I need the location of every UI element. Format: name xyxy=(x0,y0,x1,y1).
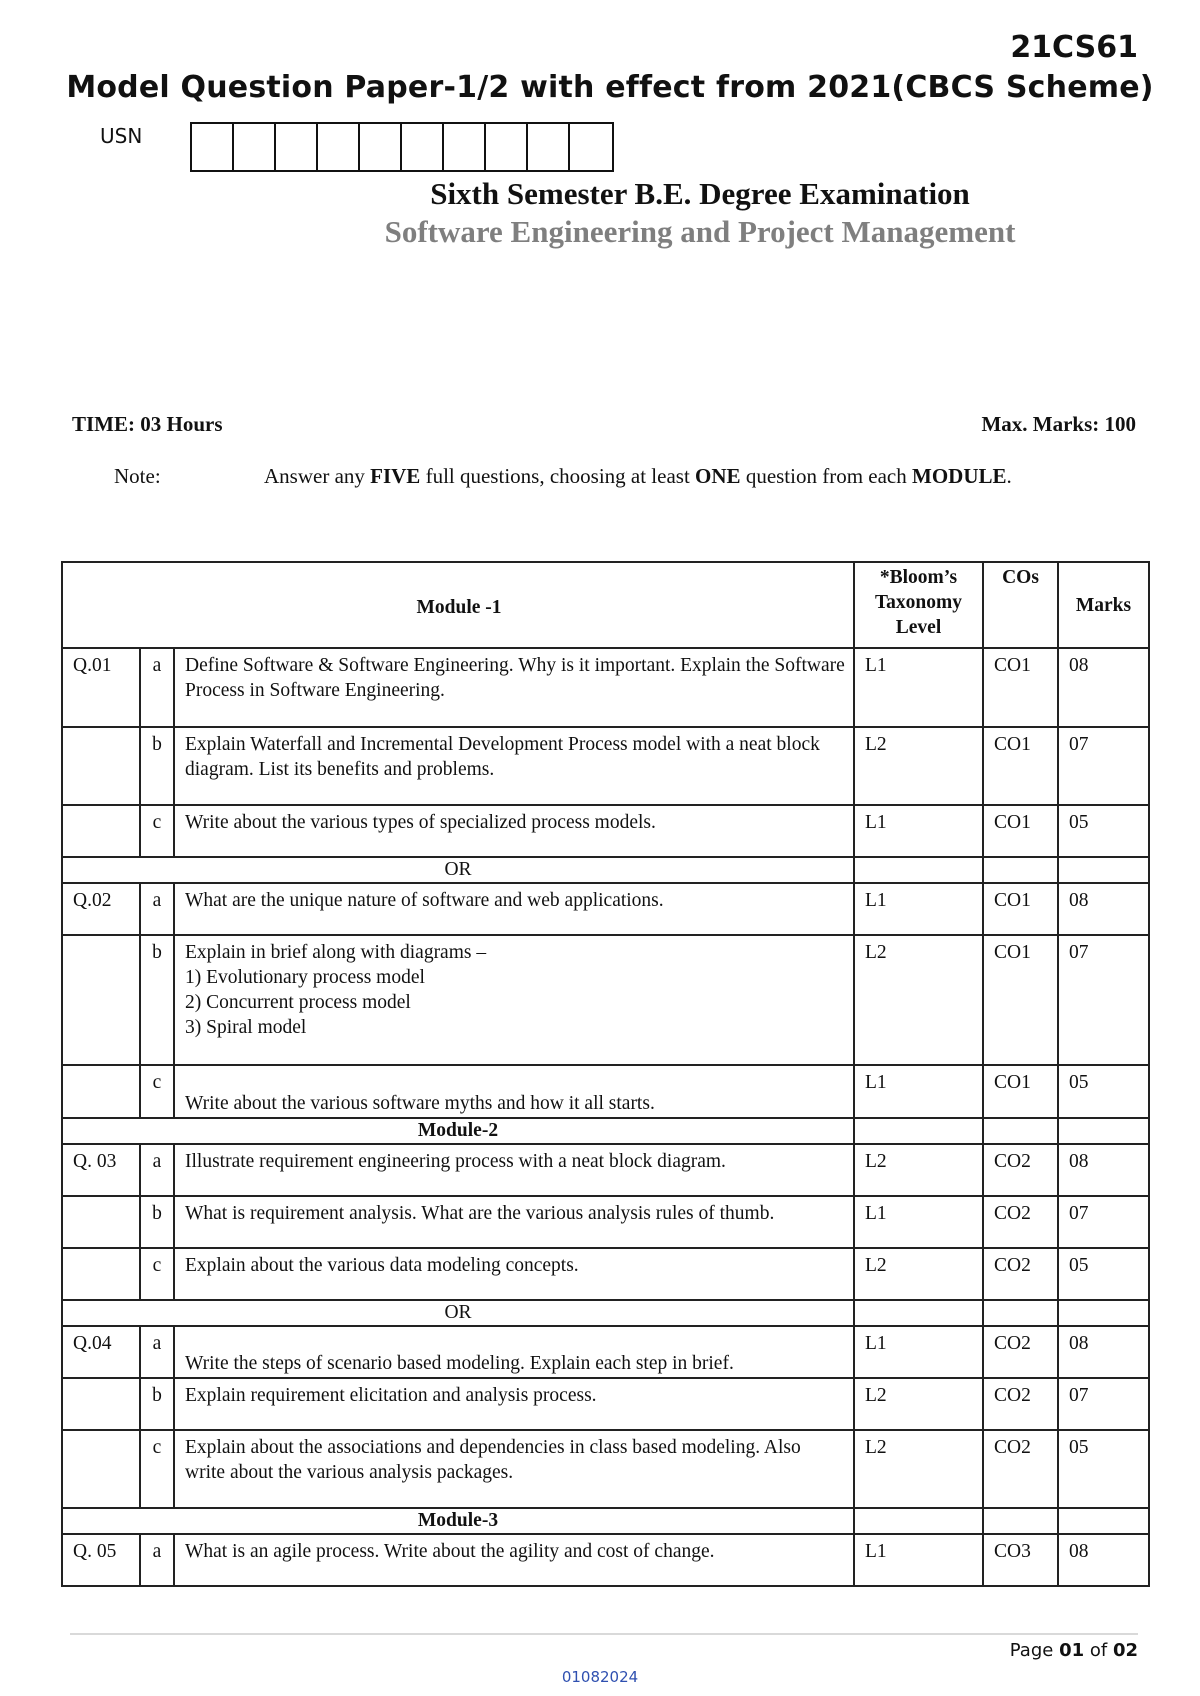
table-row xyxy=(62,1248,1149,1300)
course-outcome: CO1 xyxy=(983,805,1058,857)
question-number: Q.04 xyxy=(62,1326,140,1378)
usn-boxes xyxy=(190,122,614,172)
question-number xyxy=(62,1378,140,1430)
or-label: OR xyxy=(62,857,854,883)
marks-header: Marks xyxy=(1058,562,1149,648)
bloom-level: L2 xyxy=(854,1378,983,1430)
question-text: What is requirement analysis. What are the various analysis rules of thumb. xyxy=(174,1196,854,1248)
bloom-level: L1 xyxy=(854,1196,983,1248)
page-number: Page 01 of 02 xyxy=(1009,1640,1138,1661)
question-part: c xyxy=(140,1430,174,1508)
usn-box xyxy=(486,124,528,170)
question-text: Write about the various software myths and how it all starts. xyxy=(174,1065,854,1118)
or-row xyxy=(62,1300,1149,1326)
question-number xyxy=(62,1430,140,1508)
usn-box xyxy=(234,124,276,170)
bloom-level: L2 xyxy=(854,1248,983,1300)
question-marks: 07 xyxy=(1058,935,1149,1065)
bloom-level: L1 xyxy=(854,648,983,727)
table-row xyxy=(62,1378,1149,1430)
bloom-level: L1 xyxy=(854,805,983,857)
course-outcome: CO3 xyxy=(983,1534,1058,1586)
footer-code: 01082024 xyxy=(561,1668,639,1686)
course-outcome: CO2 xyxy=(983,1144,1058,1196)
question-text: What are the unique nature of software and web applications. xyxy=(174,883,854,935)
table-row xyxy=(62,935,1149,1065)
question-table xyxy=(61,561,1150,1587)
table-row xyxy=(62,883,1149,935)
question-number xyxy=(62,935,140,1065)
course-outcome: CO1 xyxy=(983,935,1058,1065)
bloom-level: L2 xyxy=(854,727,983,805)
question-line: 3) Spiral model xyxy=(185,1017,307,1038)
question-text: Write the steps of scenario based modeling. Explain each step in brief. xyxy=(174,1326,854,1378)
bloom-level: L2 xyxy=(854,935,983,1065)
question-line: 1) Evolutionary process model xyxy=(185,967,425,988)
question-marks: 08 xyxy=(1058,1144,1149,1196)
question-number xyxy=(62,1065,140,1118)
question-part: c xyxy=(140,1065,174,1118)
bloom-level: L1 xyxy=(854,1326,983,1378)
question-marks: 07 xyxy=(1058,1378,1149,1430)
table-row xyxy=(62,1326,1149,1378)
module-1-heading: Module -1 xyxy=(62,562,854,648)
question-marks: 05 xyxy=(1058,1065,1149,1118)
course-outcome: CO2 xyxy=(983,1430,1058,1508)
subject-heading: Software Engineering and Project Management xyxy=(384,214,1016,249)
table-row xyxy=(62,1534,1149,1586)
cos-header: COs xyxy=(983,562,1058,648)
question-number: Q.01 xyxy=(62,648,140,727)
course-outcome: CO2 xyxy=(983,1378,1058,1430)
question-part: a xyxy=(140,1144,174,1196)
bloom-level: L1 xyxy=(854,1065,983,1118)
usn-box xyxy=(444,124,486,170)
question-part: c xyxy=(140,1248,174,1300)
usn-box xyxy=(528,124,570,170)
module-row xyxy=(62,1508,1149,1534)
module-3-heading: Module-3 xyxy=(62,1508,854,1534)
module-2-heading: Module-2 xyxy=(62,1118,854,1144)
course-outcome: CO1 xyxy=(983,727,1058,805)
bloom-level: L2 xyxy=(854,1144,983,1196)
usn-box xyxy=(192,124,234,170)
question-text: Explain Waterfall and Incremental Development Process model with a neat block diagram. List its benefits and problems. xyxy=(174,727,854,805)
footer-divider xyxy=(70,1633,1138,1635)
question-marks: 08 xyxy=(1058,1326,1149,1378)
usn-box xyxy=(570,124,612,170)
question-part: a xyxy=(140,1326,174,1378)
table-row xyxy=(62,1144,1149,1196)
question-marks: 05 xyxy=(1058,1430,1149,1508)
course-outcome: CO1 xyxy=(983,883,1058,935)
question-line: Explain in brief along with diagrams – xyxy=(185,942,487,963)
question-number xyxy=(62,805,140,857)
question-marks: 07 xyxy=(1058,1196,1149,1248)
question-part: b xyxy=(140,935,174,1065)
question-marks: 08 xyxy=(1058,1534,1149,1586)
bloom-level-header: *Bloom’s Taxonomy Level xyxy=(854,562,983,648)
question-text: What is an agile process. Write about the agility and cost of change. xyxy=(174,1534,854,1586)
question-part: b xyxy=(140,727,174,805)
usn-box xyxy=(360,124,402,170)
usn-box xyxy=(318,124,360,170)
table-row xyxy=(62,805,1149,857)
question-text xyxy=(174,935,854,1065)
question-text: Illustrate requirement engineering process with a neat block diagram. xyxy=(174,1144,854,1196)
semester-heading: Sixth Semester B.E. Degree Examination xyxy=(430,176,970,211)
question-marks: 08 xyxy=(1058,883,1149,935)
question-text: Write about the various types of specialized process models. xyxy=(174,805,854,857)
table-row xyxy=(62,1430,1149,1508)
usn-box xyxy=(402,124,444,170)
question-number: Q.02 xyxy=(62,883,140,935)
question-part: b xyxy=(140,1378,174,1430)
question-part: a xyxy=(140,648,174,727)
table-header-row xyxy=(62,562,1149,648)
question-number xyxy=(62,1248,140,1300)
exam-time: TIME: 03 Hours xyxy=(72,412,223,436)
course-outcome: CO2 xyxy=(983,1196,1058,1248)
module-row xyxy=(62,1118,1149,1144)
note-text: Answer any FIVE full questions, choosing at least ONE question from each MODULE. xyxy=(264,464,1012,488)
course-outcome: CO1 xyxy=(983,1065,1058,1118)
question-part: c xyxy=(140,805,174,857)
question-number xyxy=(62,727,140,805)
bloom-level: L1 xyxy=(854,1534,983,1586)
question-number: Q. 05 xyxy=(62,1534,140,1586)
question-marks: 08 xyxy=(1058,648,1149,727)
question-text: Define Software & Software Engineering. Why is it important. Explain the Software Process in Software Engineering. xyxy=(174,648,854,727)
usn-label: USN xyxy=(100,124,143,148)
course-outcome: CO1 xyxy=(983,648,1058,727)
table-row xyxy=(62,1196,1149,1248)
question-part: a xyxy=(140,1534,174,1586)
question-number xyxy=(62,1196,140,1248)
question-line: 2) Concurrent process model xyxy=(185,992,411,1013)
course-outcome: CO2 xyxy=(983,1326,1058,1378)
question-text: Explain about the associations and dependencies in class based modeling. Also write about the various analysis packages. xyxy=(174,1430,854,1508)
table-row xyxy=(62,727,1149,805)
table-row xyxy=(62,648,1149,727)
question-marks: 07 xyxy=(1058,727,1149,805)
question-number: Q. 03 xyxy=(62,1144,140,1196)
question-part: b xyxy=(140,1196,174,1248)
max-marks: Max. Marks: 100 xyxy=(981,412,1136,436)
bloom-level: L2 xyxy=(854,1430,983,1508)
question-text: Explain requirement elicitation and analysis process. xyxy=(174,1378,854,1430)
course-outcome: CO2 xyxy=(983,1248,1058,1300)
or-label: OR xyxy=(62,1300,854,1326)
question-marks: 05 xyxy=(1058,805,1149,857)
paper-title: Model Question Paper-1/2 with effect from 2021(CBCS Scheme) xyxy=(66,70,1154,105)
note-label: Note: xyxy=(114,464,161,488)
question-marks: 05 xyxy=(1058,1248,1149,1300)
question-text: Explain about the various data modeling concepts. xyxy=(174,1248,854,1300)
question-part: a xyxy=(140,883,174,935)
table-row xyxy=(62,1065,1149,1118)
bloom-level: L1 xyxy=(854,883,983,935)
usn-box xyxy=(276,124,318,170)
course-code: 21CS61 xyxy=(1010,30,1138,65)
or-row xyxy=(62,857,1149,883)
